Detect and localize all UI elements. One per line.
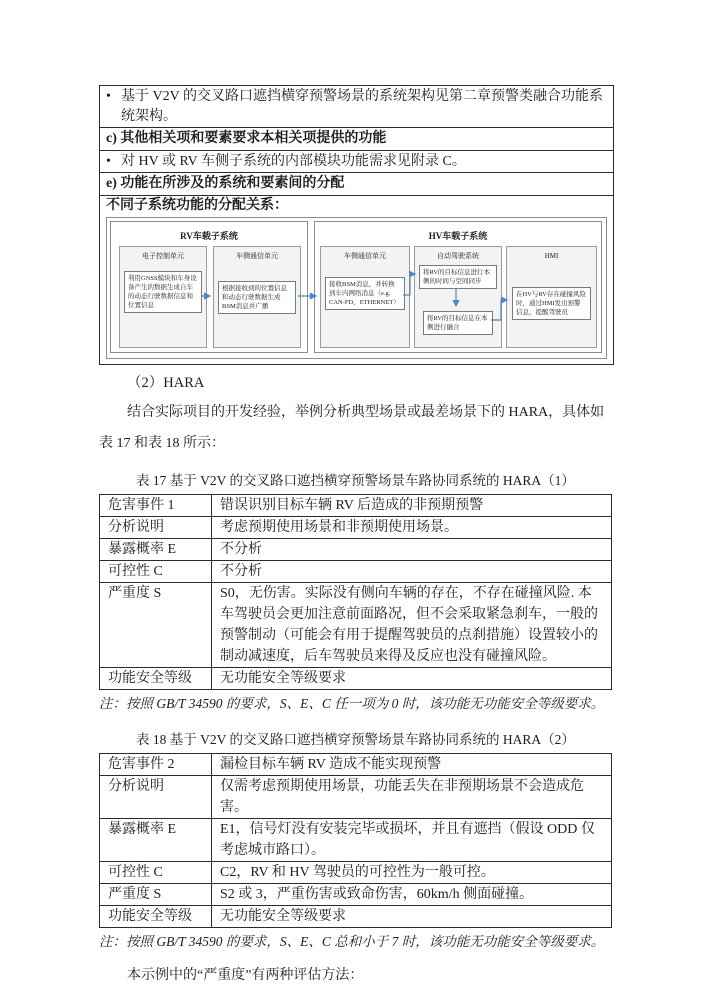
intro-paragraph: 结合实际项目的开发经验，举例分析典型场景或最差场景下的 HARA，具体如表 17 和表 18 所示： xyxy=(99,404,605,451)
hv-ads-sync-box: 将RV的目标信息进行本侧的时间与空间同步 xyxy=(419,265,497,289)
closing-paragraph: 本示例中的“严重度”有两种评估方法： xyxy=(127,967,364,983)
hv-obu-function-box: 接收BSM消息，并转换到车内网络消息（e.g. CAN-FD、ETHERNET） xyxy=(325,277,405,310)
table-row xyxy=(100,195,614,364)
bullet-icon: • xyxy=(106,153,111,169)
diagram-title: 不同子系统功能的分配关系： xyxy=(106,197,288,213)
table-row xyxy=(100,86,614,128)
requirements-table xyxy=(99,85,614,365)
table-row: 暴露概率 E E1，信号灯没有安装完毕或损坏，并且有遮挡（假设 ODD 仅考虑城市路口）。 xyxy=(100,819,612,862)
hv-obu-unit xyxy=(320,246,410,348)
table-row: 危害事件 2 漏检目标车辆 RV 造成不能实现预警 xyxy=(100,754,612,776)
clause-e-heading: e) 功能在所涉及的系统和要素间的分配 xyxy=(100,173,614,196)
rv-ecu-unit xyxy=(119,246,207,348)
hv-ads-title: 自动驾驶系统 xyxy=(437,251,479,260)
hv-hmi-function-box: 在HV与RV存在碰撞风险时，通过HMI发出预警信息，提醒驾驶员 xyxy=(512,287,591,320)
section-heading-hara: （2）HARA xyxy=(127,374,205,391)
table-row xyxy=(100,150,614,173)
hv-ads-unit xyxy=(414,246,502,348)
table-row: 严重度 S S0，无伤害。实际没有侧向车辆的存在，不存在碰撞风险. 本车驾驶员会更加注意前面路况，但不会采取紧急刹车，一般的预警制动（可能会有用于提醒驾驶员的点刹措施）设置较小的制动减速度，后车驾驶员来得及反应也没有碰撞风险。 xyxy=(100,582,612,667)
table-row: 分析说明 考虑预期使用场景和非预期使用场景。 xyxy=(100,516,612,538)
rv-obu-function-box: 根据接收到的位置信息和动态行驶数据生成BSM消息并广播 xyxy=(218,281,296,314)
table-row xyxy=(100,128,614,151)
table-row: 可控性 C C2，RV 和 HV 驾驶员的可控性为一般可控。 xyxy=(100,862,612,884)
rv-obu-unit xyxy=(213,246,301,348)
table17-caption: 表 17 基于 V2V 的交叉路口遮挡横穿预警场景车路协同系统的 HARA（1） xyxy=(136,472,575,488)
table18-caption: 表 18 基于 V2V 的交叉路口遮挡横穿预警场景车路协同系统的 HARA（2） xyxy=(136,732,575,747)
hv-ads-fusion-box: 将RV的目标信息在本侧进行融合 xyxy=(423,311,493,335)
table-row: 功能安全等级 无功能安全等级要求 xyxy=(100,667,612,689)
rv-subsystem-group xyxy=(110,221,308,353)
table-row: 危害事件 1 错误识别目标车辆 RV 后造成的非预期预警 xyxy=(100,494,612,516)
bullet-icon: • xyxy=(106,89,111,104)
rv-ecu-title: 电子控制单元 xyxy=(142,251,184,260)
table-row: 功能安全等级 无功能安全等级要求 xyxy=(100,906,612,928)
hara-table-18 xyxy=(99,753,612,928)
hv-hmi-title: HMI xyxy=(544,251,559,260)
table18-note: 注：按照 GB/T 34590 的要求，S、E、C 总和小于 7 时，该功能无功能安全等级要求。 xyxy=(99,934,605,949)
hv-subsystem-group xyxy=(314,221,602,353)
document-page xyxy=(99,85,612,986)
subsystem-allocation-diagram xyxy=(106,217,607,359)
hara-table-17 xyxy=(99,494,612,690)
hv-hmi-unit xyxy=(506,246,597,348)
rv-obu-title: 车侧通信单元 xyxy=(236,251,278,260)
hv-obu-title: 车侧通信单元 xyxy=(344,251,386,260)
requirement-text: 对 HV 或 RV 车侧子系统的内部模块功能需求见附录 C。 xyxy=(121,153,466,169)
clause-c-heading: c) 其他相关项和要素要求本相关项提供的功能 xyxy=(100,128,614,151)
rv-ecu-function-box: 利用GNSS模块和车身设备产生的数据生成自车的动态行驶数据信息和位置信息 xyxy=(124,271,202,313)
table-row xyxy=(100,173,614,196)
table-row: 严重度 S S2 或 3，严重伤害或致命伤害，60km/h 侧面碰撞。 xyxy=(100,884,612,906)
table-row: 分析说明 仅需考虑预期使用场景，功能丢失在非预期场景不会造成危害。 xyxy=(100,776,612,819)
table17-note: 注：按照 GB/T 34590 的要求，S、E、C 任一项为 0 时，该功能无功能安全等级要求。 xyxy=(99,695,605,711)
table-row: 暴露概率 E 不分析 xyxy=(100,538,612,560)
rv-group-title: RV车载子系统 xyxy=(180,230,238,241)
requirement-text: 基于 V2V 的交叉路口遮挡横穿预警场景的系统架构见第二章预警类融合功能系统架构。 xyxy=(121,89,603,124)
table-row: 可控性 C 不分析 xyxy=(100,560,612,582)
hv-group-title: HV车载子系统 xyxy=(428,230,488,241)
